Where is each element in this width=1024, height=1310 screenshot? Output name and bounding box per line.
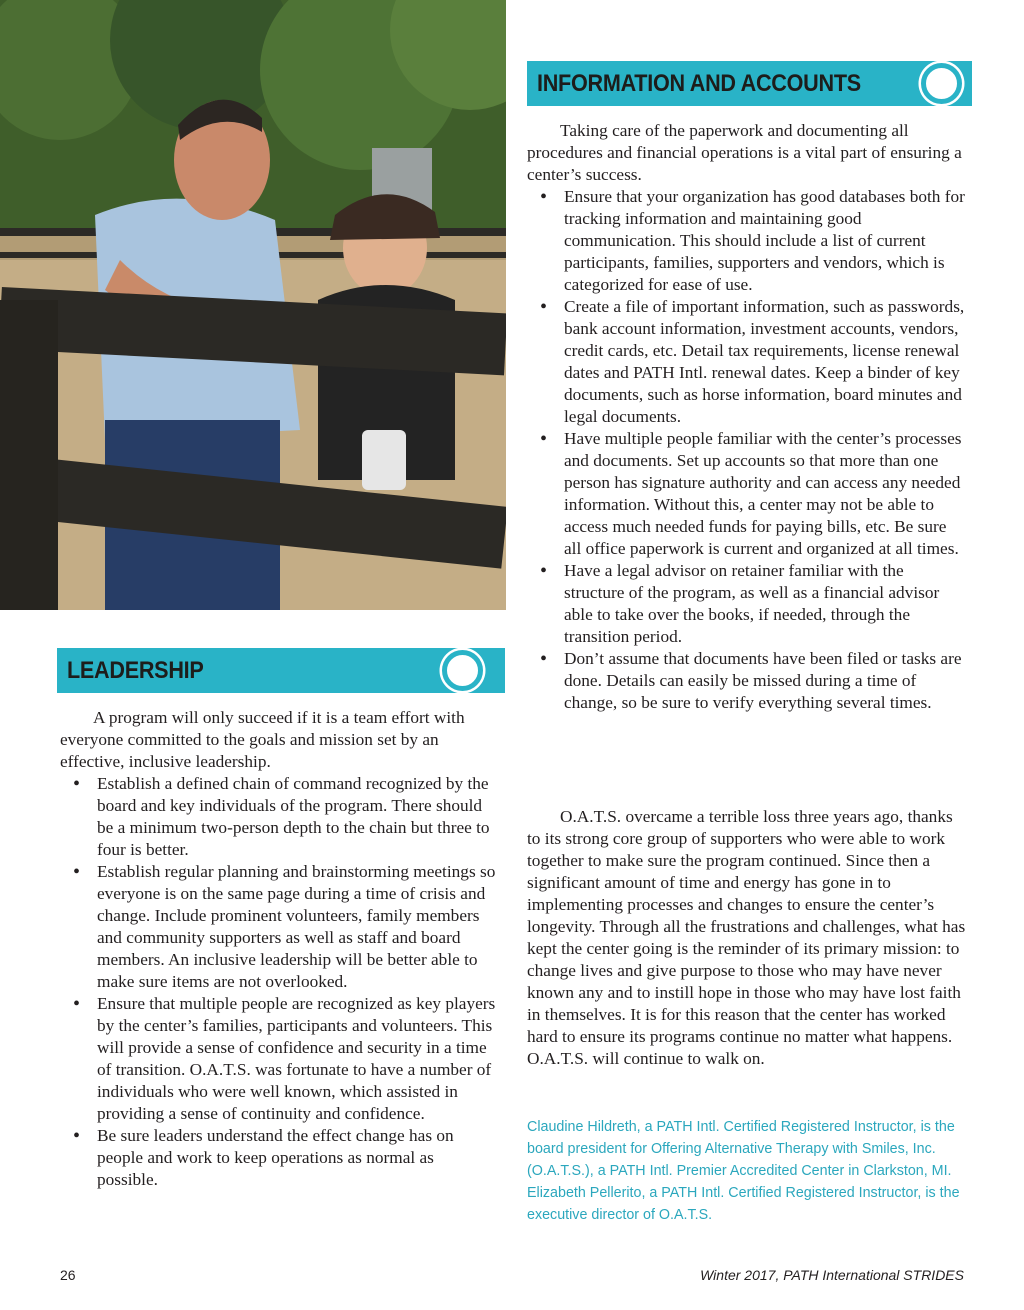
list-item: • Establish regular planning and brainstorming meetings so everyone is on the same page during a time of crisis and change. Include prominent volunteers, family members and community supporters as well as staff and board members. An inclusive leadership will be better able to make sure items are not overlooked. (60, 861, 496, 993)
list-item: • Ensure that your organization has good databases both for tracking information and maintaining good communication. This should include a list of current participants, families, supporters and vendors, which is categorized for ease of use. (527, 186, 967, 296)
leadership-intro: A program will only succeed if it is a team effort with everyone committed to the goals and mission set by an effective, inclusive leadership. (60, 708, 465, 771)
information-bullet-list (527, 186, 967, 714)
section-header-information (527, 61, 972, 106)
section-header-leadership (57, 648, 505, 693)
information-column (527, 120, 967, 714)
leadership-column (60, 707, 496, 1191)
list-item: • Don’t assume that documents have been filed or tasks are done. Details can easily be missed during a time of change, so be sure to verify everything several times. (527, 648, 967, 714)
circle-ring-icon (917, 59, 966, 108)
issue-title: Winter 2017, PATH International STRIDES (700, 1267, 964, 1283)
section-title-leadership: LEADERSHIP (67, 657, 204, 684)
author-bio: Claudine Hildreth, a PATH Intl. Certified Registered Instructor, is the board president for Offering Alternative Therapy with Smiles, Inc. (O.A.T.S.), a PATH Intl. Premier Accredited Center in Clarkston, MI. Elizabeth Pellerito, a PATH Intl. Certified Registered Instructor, is the executive director of O.A.T.S. (527, 1119, 960, 1223)
list-item: • Establish a defined chain of command recognized by the board and key individuals of the program. There should be a minimum two-person depth to the chain but three to four is better. (60, 773, 496, 861)
page-number: 26 (60, 1267, 76, 1283)
list-item: • Create a file of important information, such as passwords, bank account information, investment accounts, vendors, credit cards, etc. Detail tax requirements, license renewal dates and PATH Intl. renewal dates. Keep a binder of key documents, such as horse information, board minutes and legal documents. (527, 296, 967, 428)
information-intro: Taking care of the paperwork and documenting all procedures and financial operations is a vital part of ensuring a center’s success. (527, 121, 962, 184)
leadership-bullet-list (60, 773, 496, 1191)
list-item: • Be sure leaders understand the effect change has on people and work to keep operations as normal as possible. (60, 1125, 496, 1191)
list-item: • Have a legal advisor on retainer familiar with the structure of the program, as well as a financial advisor able to take over the books, if needed, through the transition period. (527, 560, 967, 648)
photo (0, 0, 506, 610)
list-item: • Have multiple people familiar with the center’s processes and documents. Set up accounts so that more than one person has signature authority and can access any needed information. Without this, a center may not be able to access much needed funds for paying bills, etc. Be sure all office paperwork is current and organized at all times. (527, 428, 967, 560)
closing-paragraph: O.A.T.S. overcame a terrible loss three years ago, thanks to its strong core group of supporters who were able to work together to make sure the program continued. Since then a significant amount of time and energy has gone in to implementing processes and changes to ensure the center’s longevity. Through all the frustrations and challenges, what has kept the center going is the reminder of its primary mission: to change lives and give purpose to those who may have never known any and to instill hope in those who may have lost faith in themselves. It is for this reason that the center has worked hard to ensure its programs continue no matter what happens. O.A.T.S. will continue to walk on. (527, 807, 966, 1068)
circle-ring-icon (438, 646, 487, 695)
list-item: • Ensure that multiple people are recognized as key players by the center’s families, participants and volunteers. This will provide a sense of confidence and security in a time of transition. O.A.T.S. was fortunate to have a number of individuals who were well known, which assisted in providing a sense of continuity and confidence. (60, 993, 496, 1125)
section-title-information: INFORMATION AND ACCOUNTS (537, 70, 861, 97)
photo-illustration (0, 0, 506, 610)
